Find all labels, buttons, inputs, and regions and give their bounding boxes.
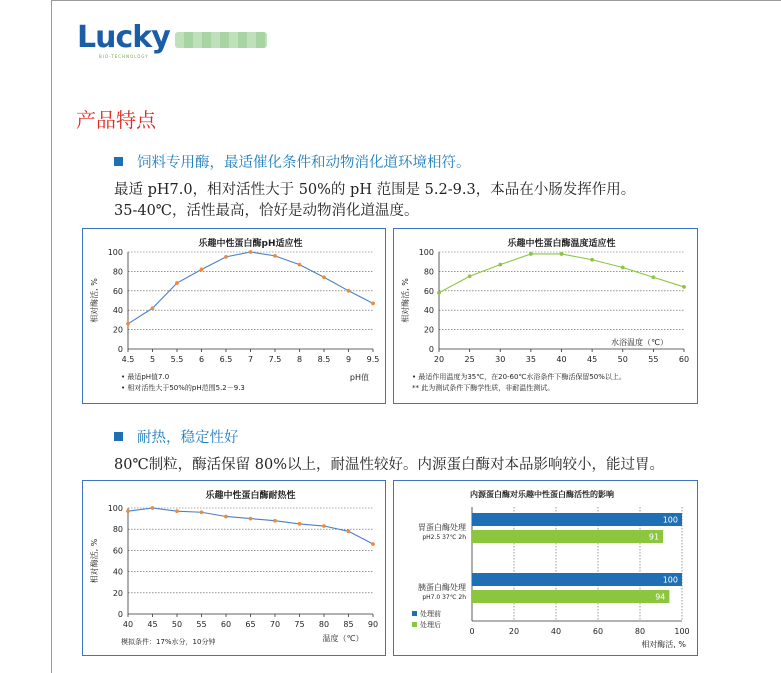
y-axis-label: 相对酶活, % bbox=[401, 278, 410, 323]
y-tick-label: 20 bbox=[423, 325, 434, 335]
y-tick-label: 0 bbox=[117, 610, 123, 619]
legend-swatch bbox=[412, 622, 417, 627]
data-point bbox=[249, 250, 253, 254]
chart-note: • 相对活性大于50%的pH范围5.2－9.3 bbox=[121, 384, 245, 392]
data-point bbox=[590, 258, 594, 262]
company-logo bbox=[77, 20, 277, 60]
data-point bbox=[468, 274, 472, 278]
x-tick-label: 45 bbox=[587, 355, 598, 364]
x-tick-label: 9 bbox=[345, 355, 352, 364]
logo-text: Lucky bbox=[77, 20, 170, 55]
x-tick-label: 6 bbox=[198, 355, 205, 364]
x-tick-label: 20 bbox=[508, 627, 520, 636]
y-tick-label: 100 bbox=[418, 248, 434, 257]
temp-chart-box bbox=[393, 228, 698, 404]
temperature-chart bbox=[394, 229, 697, 403]
x-tick-label: 40 bbox=[550, 627, 562, 636]
x-tick-label: 6.5 bbox=[219, 355, 233, 364]
bar bbox=[472, 530, 663, 543]
x-tick-label: 20 bbox=[433, 355, 445, 364]
category-label: 胰蛋白酶处理 bbox=[418, 583, 466, 592]
bar bbox=[472, 513, 682, 526]
data-point bbox=[682, 285, 686, 289]
ph-chart-box bbox=[82, 228, 386, 404]
x-tick-label: 7 bbox=[247, 355, 254, 364]
feature1-title: 饲料专用酶，最适催化条件和动物消化道环境相符。 bbox=[137, 155, 471, 171]
y-tick-label: 60 bbox=[112, 546, 123, 556]
y-tick-label: 20 bbox=[112, 325, 123, 335]
legend-swatch bbox=[412, 611, 417, 616]
bar-value-label: 100 bbox=[662, 575, 678, 585]
x-tick-label: 70 bbox=[269, 620, 281, 629]
data-point bbox=[560, 252, 564, 256]
bar bbox=[472, 573, 682, 586]
x-tick-label: 35 bbox=[525, 355, 536, 364]
y-tick-label: 40 bbox=[112, 306, 123, 316]
x-axis-label: 温度（℃） bbox=[322, 634, 364, 643]
chart-note: ** 此为测试条件下酶学性质，非耐温性测试。 bbox=[412, 384, 555, 392]
feature2-heading bbox=[114, 426, 239, 447]
x-tick-label: 60 bbox=[592, 627, 604, 636]
section-title: 产品特点 bbox=[76, 108, 156, 132]
x-tick-label: 90 bbox=[367, 620, 379, 629]
bar-value-label: 94 bbox=[655, 592, 666, 602]
feature1-line1: 最适 pH7.0，相对活性大于 50%的 pH 范围是 5.2-9.3，本品在小肠发挥作用。 bbox=[114, 182, 636, 198]
chart-note: 模拟条件：17%水分，10分钟 bbox=[121, 638, 216, 646]
data-point bbox=[200, 268, 204, 272]
x-tick-label: 75 bbox=[294, 620, 305, 629]
x-tick-label: 45 bbox=[147, 620, 158, 629]
feature1-line2: 35-40℃，活性最高，恰好是动物消化道温度。 bbox=[114, 203, 419, 219]
data-point bbox=[298, 263, 302, 267]
x-tick-label: 100 bbox=[674, 627, 690, 636]
data-point bbox=[175, 281, 179, 285]
endogenous-protease-chart bbox=[394, 481, 697, 655]
x-tick-label: 9.5 bbox=[366, 355, 380, 364]
x-tick-label: 80 bbox=[318, 620, 330, 629]
x-tick-label: 7.5 bbox=[268, 355, 282, 364]
data-point bbox=[621, 266, 625, 270]
x-tick-label: 5.5 bbox=[170, 355, 184, 364]
series-line bbox=[128, 252, 373, 324]
legend-label: 处理后 bbox=[420, 621, 441, 629]
bar-value-label: 100 bbox=[662, 515, 678, 525]
category-label: 胃蛋白酶处理 bbox=[418, 523, 466, 532]
series-line bbox=[128, 508, 373, 544]
x-tick-label: 8.5 bbox=[317, 355, 331, 364]
chart-title: 乐趣中性蛋白酶pH适应性 bbox=[198, 239, 303, 249]
x-tick-label: 55 bbox=[648, 355, 659, 364]
x-tick-label: 8 bbox=[296, 355, 303, 364]
square-bullet-icon bbox=[114, 432, 123, 441]
data-point bbox=[371, 542, 375, 546]
x-tick-label: 40 bbox=[556, 355, 567, 364]
y-tick-label: 100 bbox=[107, 504, 123, 513]
data-point bbox=[651, 275, 655, 279]
x-tick-label: 4.5 bbox=[121, 355, 135, 364]
x-tick-label: 50 bbox=[171, 620, 183, 629]
data-point bbox=[224, 515, 228, 519]
data-point bbox=[322, 524, 326, 528]
data-point bbox=[224, 255, 228, 259]
ph-chart bbox=[83, 229, 385, 403]
series-line bbox=[439, 254, 684, 293]
logo-subtext: BIO-TECHNOLOGY bbox=[99, 54, 149, 59]
chart-title: 乐趣中性蛋白酶耐热性 bbox=[205, 491, 296, 501]
y-tick-label: 40 bbox=[112, 567, 123, 577]
data-point bbox=[298, 522, 302, 526]
data-point bbox=[347, 529, 351, 533]
x-tick-label: 60 bbox=[220, 620, 232, 629]
y-tick-label: 80 bbox=[112, 525, 123, 535]
feature1-heading bbox=[114, 151, 471, 172]
x-axis-label: 相对酶活, % bbox=[641, 640, 686, 649]
y-tick-label: 40 bbox=[423, 306, 434, 316]
data-point bbox=[126, 322, 130, 326]
data-point bbox=[498, 263, 502, 267]
x-tick-label: 50 bbox=[617, 355, 628, 364]
x-tick-label: 80 bbox=[634, 627, 646, 636]
data-point bbox=[151, 306, 155, 310]
y-axis-label: 相对酶活, % bbox=[90, 278, 99, 323]
x-tick-label: 60 bbox=[678, 355, 690, 364]
y-tick-label: 20 bbox=[112, 588, 123, 598]
data-point bbox=[529, 252, 533, 256]
data-point bbox=[126, 509, 130, 513]
feature1-paragraph bbox=[114, 180, 635, 222]
x-tick-label: 25 bbox=[464, 355, 475, 364]
x-tick-label: 30 bbox=[495, 355, 506, 364]
y-tick-label: 60 bbox=[423, 286, 434, 296]
bar-value-label: 91 bbox=[648, 532, 660, 542]
feature2-paragraph bbox=[114, 455, 664, 476]
y-tick-label: 0 bbox=[117, 345, 123, 354]
bar bbox=[472, 590, 669, 603]
x-axis-label: 水浴温度（℃） bbox=[611, 338, 668, 347]
data-point bbox=[151, 506, 155, 510]
x-tick-label: 40 bbox=[122, 620, 134, 629]
feature2-line1: 80℃制粒，酶活保留 80%以上，耐温性较好。内源蛋白酶对本品影响较小，能过胃。 bbox=[114, 457, 665, 473]
data-point bbox=[273, 519, 277, 523]
x-tick-label: 0 bbox=[469, 627, 475, 636]
x-tick-label: 55 bbox=[196, 620, 207, 629]
y-tick-label: 60 bbox=[112, 286, 123, 296]
x-tick-label: 5 bbox=[149, 355, 156, 364]
data-point bbox=[249, 517, 253, 521]
y-tick-label: 80 bbox=[423, 267, 434, 277]
data-point bbox=[371, 302, 375, 306]
chart-title: 内源蛋白酶对乐趣中性蛋白酶活性的影响 bbox=[470, 490, 614, 499]
y-axis-label: 相对酶活, % bbox=[90, 538, 99, 584]
chart-note: • 最适作用温度为35℃，在20-60℃水浴条件下酶活保留50%以上。 bbox=[412, 373, 626, 381]
data-point bbox=[175, 509, 179, 513]
x-tick-label: 65 bbox=[245, 620, 256, 629]
logo-blurred-name bbox=[175, 32, 267, 48]
chart-title: 乐趣中性蛋白酶温度适应性 bbox=[507, 239, 616, 249]
legend-label: 处理前 bbox=[420, 610, 441, 618]
chart-note: • 最适pH值7.0 bbox=[121, 373, 170, 381]
square-bullet-icon bbox=[114, 157, 123, 166]
y-tick-label: 80 bbox=[112, 267, 123, 277]
x-tick-label: 85 bbox=[343, 620, 354, 629]
x-axis-label: pH值 bbox=[349, 373, 369, 382]
data-point bbox=[322, 275, 326, 279]
data-point bbox=[273, 254, 277, 258]
heat-chart-box bbox=[82, 480, 386, 656]
category-sublabel: pH7.0 37℃ 2h bbox=[422, 594, 466, 601]
data-point bbox=[437, 291, 441, 295]
data-point bbox=[347, 289, 351, 293]
feature2-title: 耐热，稳定性好 bbox=[137, 430, 239, 446]
heat-stability-chart bbox=[83, 481, 385, 655]
y-tick-label: 100 bbox=[107, 248, 123, 257]
data-point bbox=[200, 510, 204, 514]
y-tick-label: 0 bbox=[428, 345, 434, 354]
bar-chart-box bbox=[393, 480, 698, 656]
category-sublabel: pH2.5 37℃ 2h bbox=[422, 534, 466, 541]
